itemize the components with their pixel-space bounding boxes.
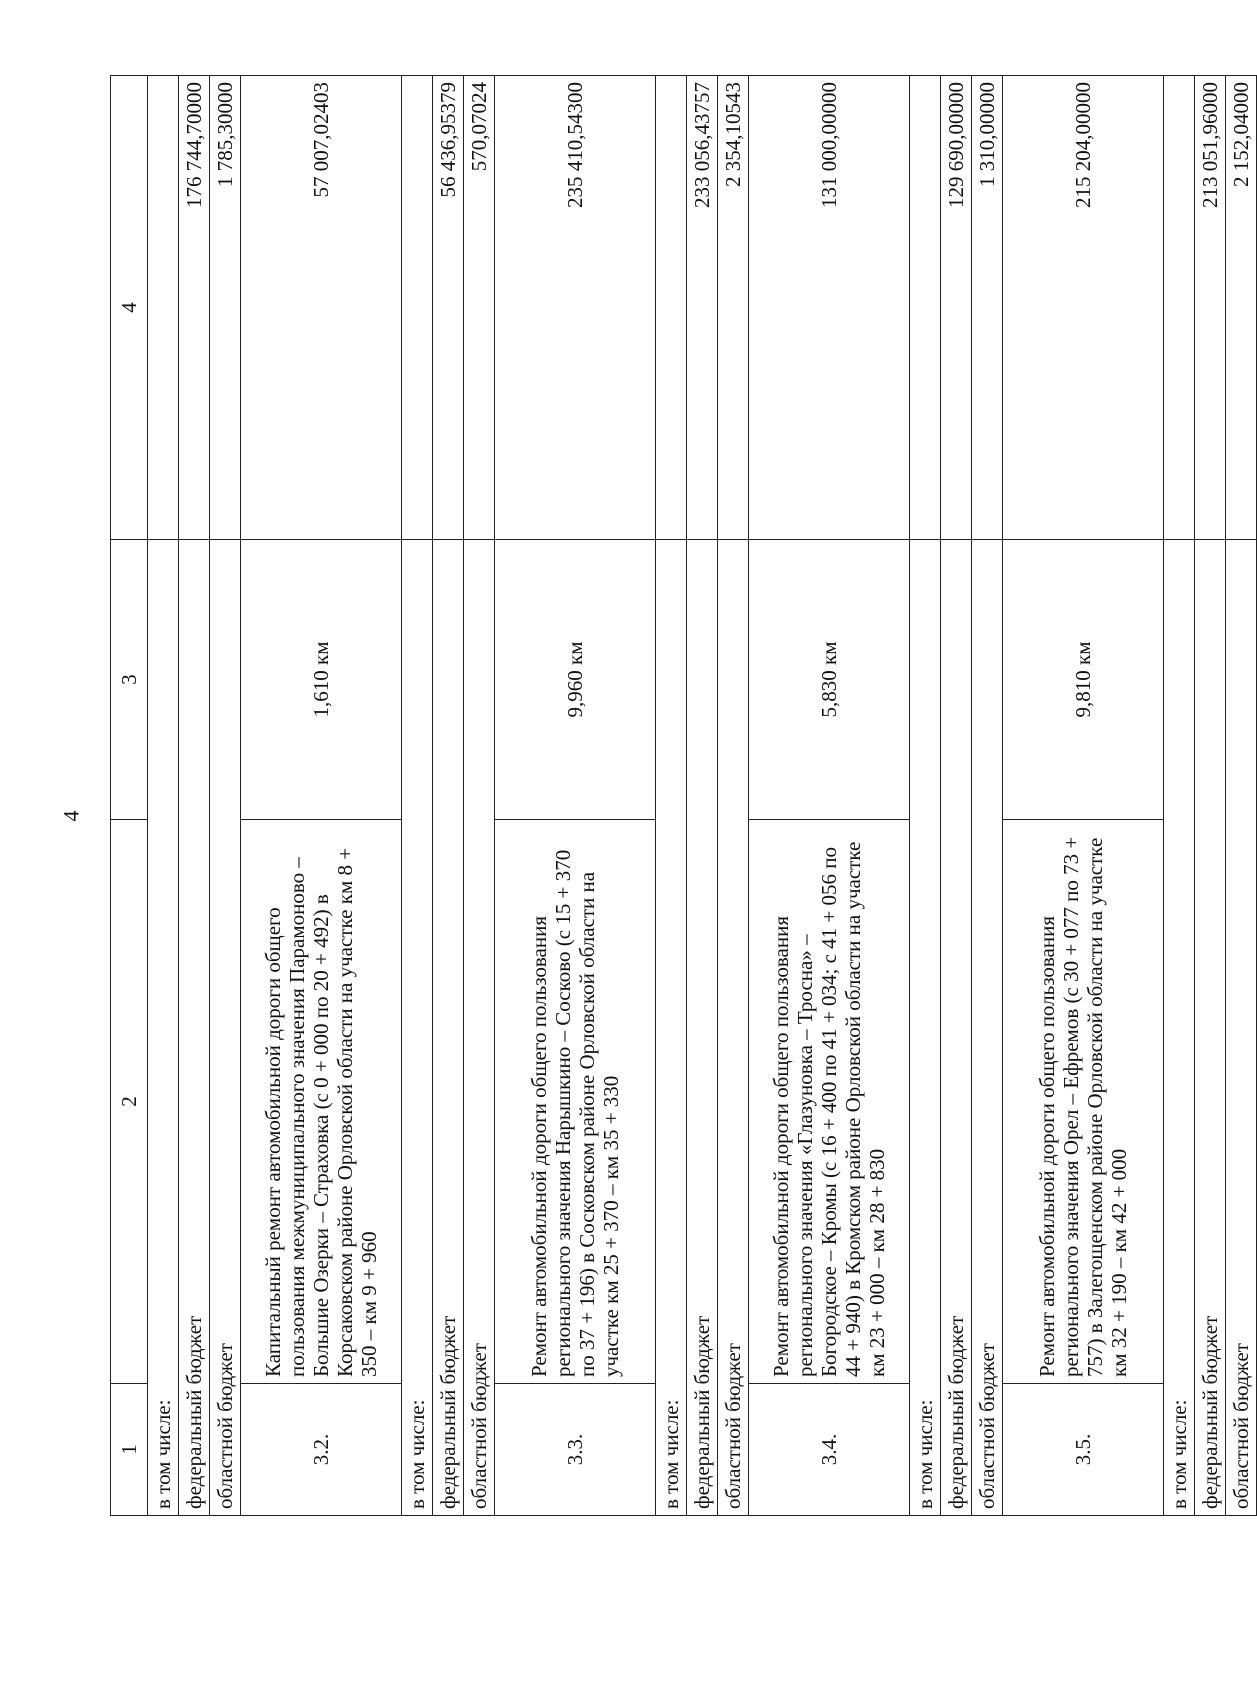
entry-row (495, 76, 656, 1516)
entry-number: 3.3. (495, 1384, 656, 1516)
page-number: 4 (58, 810, 84, 822)
table-row (1195, 76, 1226, 1516)
row-amount: 176 744,70000 (179, 76, 210, 540)
entry-name: Ремонт автомобильной дороги общего пользования регионального значения Орел – Ефремов (с 30 + 077 по 73 + 757) в Залегощенском районе Орловской области на участке км 32 + 190 – км 42 + 000 (1003, 820, 1164, 1384)
header-cell: 1 (111, 1384, 148, 1516)
row-amount: 129 690,00000 (941, 76, 972, 540)
row-amount: 233 056,43757 (687, 76, 718, 540)
table-row (1226, 76, 1257, 1516)
row-amount (656, 76, 687, 540)
table-row (687, 76, 718, 1516)
table-row (941, 76, 972, 1516)
table-row (210, 76, 241, 1516)
entry-row (241, 76, 402, 1516)
entry-length: 5,830 км (749, 540, 910, 820)
row-amount: 56 436,95379 (433, 76, 464, 540)
table-row (148, 76, 179, 1516)
entry-number: 3.5. (1003, 1384, 1164, 1516)
row-amount (1164, 76, 1195, 540)
table-row (402, 76, 433, 1516)
entry-row (749, 76, 910, 1516)
row-label: областной бюджет (210, 540, 241, 1516)
row-label: в том числе: (910, 540, 941, 1516)
row-label: областной бюджет (464, 540, 495, 1516)
entry-name: Капитальный ремонт автомобильной дороги общего пользования межмуниципального значения Парамоново – Большие Озерки – Страховка (с 0 + 000 по 20 + 492) в Корсаковском районе Орловской области на участке км 8 + 350 – км 9 + 960 (241, 820, 402, 1384)
row-label: областной бюджет (718, 540, 749, 1516)
table-row (910, 76, 941, 1516)
entry-number: 3.2. (241, 1384, 402, 1516)
entry-number: 3.4. (749, 1384, 910, 1516)
row-amount: 1 785,30000 (210, 76, 241, 540)
entry-amount: 235 410,54300 (495, 76, 656, 540)
entry-name: Ремонт автомобильной дороги общего пользования регионального значения «Глазуновка – Тросна» – Богородское – Кромы (с 16 + 400 по 41 + 034; с 41 + 056 по 44 + 940) в Кромском районе Орловской области на участке км 23 + 000 – км 28 + 830 (749, 820, 910, 1384)
row-label: федеральный бюджет (941, 540, 972, 1516)
entry-length: 9,960 км (495, 540, 656, 820)
entry-amount: 131 000,00000 (749, 76, 910, 540)
entry-row (1003, 76, 1164, 1516)
row-label: областной бюджет (972, 540, 1003, 1516)
row-label: федеральный бюджет (179, 540, 210, 1516)
table-row (1164, 76, 1195, 1516)
row-label: в том числе: (148, 540, 179, 1516)
row-label: федеральный бюджет (1195, 540, 1226, 1516)
table-row (972, 76, 1003, 1516)
header-row (111, 76, 148, 1516)
row-label: федеральный бюджет (433, 540, 464, 1516)
entry-length: 9,810 км (1003, 540, 1164, 820)
row-amount: 570,07024 (464, 76, 495, 540)
table-row (464, 76, 495, 1516)
row-amount: 213 051,96000 (1195, 76, 1226, 540)
table-row (179, 76, 210, 1516)
row-amount: 1 310,00000 (972, 76, 1003, 540)
entry-length: 1,610 км (241, 540, 402, 820)
row-label: в том числе: (1164, 540, 1195, 1516)
header-cell: 3 (111, 540, 148, 820)
header-cell: 4 (111, 76, 148, 540)
row-amount: 2 152,04000 (1226, 76, 1257, 540)
row-label: федеральный бюджет (687, 540, 718, 1516)
table-row (656, 76, 687, 1516)
row-label: в том числе: (656, 540, 687, 1516)
row-amount: 2 354,10543 (718, 76, 749, 540)
table-row (433, 76, 464, 1516)
entry-name: Ремонт автомобильной дороги общего пользования регионального значения Нарышкино – Сосково (с 15 + 370 по 37 + 196) в Сосковском районе Орловской области на участке км 25 + 370 – км 35 + 330 (495, 820, 656, 1384)
row-amount (148, 76, 179, 540)
budget-table (110, 75, 1257, 1516)
row-amount (910, 76, 941, 540)
rotated-table-container (110, 76, 1253, 1516)
row-amount (402, 76, 433, 540)
header-cell: 2 (111, 820, 148, 1384)
entry-amount: 57 007,02403 (241, 76, 402, 540)
row-label: областной бюджет (1226, 540, 1257, 1516)
entry-amount: 215 204,00000 (1003, 76, 1164, 540)
table-row (718, 76, 749, 1516)
row-label: в том числе: (402, 540, 433, 1516)
